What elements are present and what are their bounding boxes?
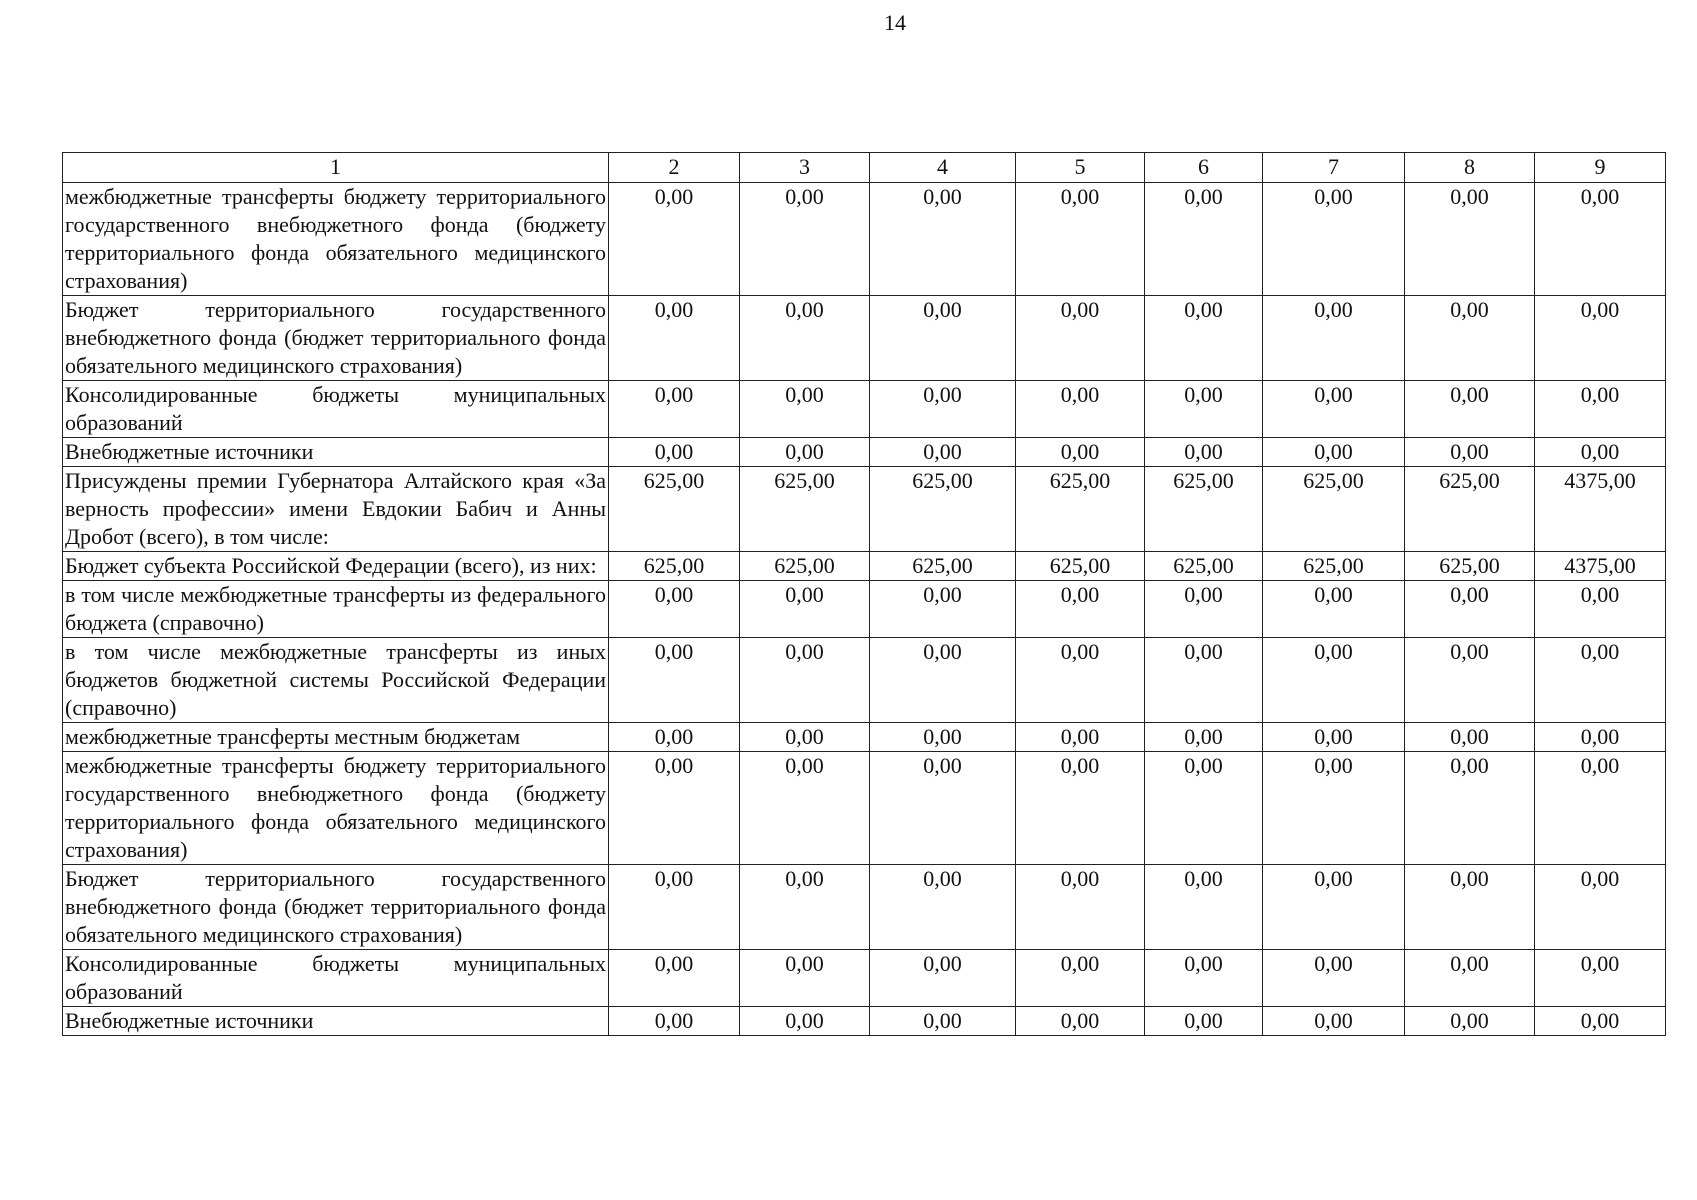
page-number: 14 xyxy=(884,10,906,35)
value-cell: 0,00 xyxy=(1263,865,1405,950)
value-cell: 0,00 xyxy=(609,381,740,438)
value-cell: 0,00 xyxy=(609,438,740,467)
value-cell: 0,00 xyxy=(1263,183,1405,296)
value-cell: 0,00 xyxy=(740,1007,870,1036)
value-cell: 0,00 xyxy=(1263,381,1405,438)
value-cell: 0,00 xyxy=(1016,865,1145,950)
table-row xyxy=(63,752,1666,865)
value-cell: 0,00 xyxy=(1405,438,1535,467)
value-cell: 0,00 xyxy=(1016,581,1145,638)
row-label: Бюджет территориального государственного внебюджетного фонда (бюджет территориального фонда обязательного медицинского страхования) xyxy=(63,865,609,950)
value-cell: 625,00 xyxy=(1263,467,1405,552)
value-cell: 0,00 xyxy=(1145,638,1263,723)
row-label: межбюджетные трансферты местным бюджетам xyxy=(63,723,609,752)
value-cell: 0,00 xyxy=(1405,752,1535,865)
table-body xyxy=(63,183,1666,1036)
value-cell: 0,00 xyxy=(1405,638,1535,723)
value-cell: 0,00 xyxy=(870,638,1016,723)
value-cell: 0,00 xyxy=(1405,723,1535,752)
table-row xyxy=(63,865,1666,950)
value-cell: 0,00 xyxy=(870,438,1016,467)
value-cell: 0,00 xyxy=(1263,638,1405,723)
table-row xyxy=(63,950,1666,1007)
column-header-8: 8 xyxy=(1405,153,1535,183)
value-cell: 0,00 xyxy=(609,296,740,381)
table-row xyxy=(63,581,1666,638)
row-label: Консолидированные бюджеты муниципальных образований xyxy=(63,950,609,1007)
value-cell: 0,00 xyxy=(1016,1007,1145,1036)
row-label: в том числе межбюджетные трансферты из федерального бюджета (справочно) xyxy=(63,581,609,638)
column-header-1: 1 xyxy=(63,153,609,183)
value-cell: 0,00 xyxy=(1145,581,1263,638)
row-label: межбюджетные трансферты бюджету территориального государственного внебюджетного фонда (бюджету территориального фонда обязательного медицинского страхования) xyxy=(63,752,609,865)
column-header-4: 4 xyxy=(870,153,1016,183)
table-header xyxy=(63,153,1666,183)
value-cell: 0,00 xyxy=(1145,865,1263,950)
value-cell: 0,00 xyxy=(609,1007,740,1036)
value-cell: 0,00 xyxy=(1535,581,1666,638)
value-cell: 4375,00 xyxy=(1535,467,1666,552)
table-row xyxy=(63,723,1666,752)
value-cell: 625,00 xyxy=(1145,467,1263,552)
value-cell: 0,00 xyxy=(740,865,870,950)
value-cell: 0,00 xyxy=(609,723,740,752)
value-cell: 0,00 xyxy=(1145,752,1263,865)
value-cell: 0,00 xyxy=(1145,438,1263,467)
value-cell: 0,00 xyxy=(870,381,1016,438)
value-cell: 0,00 xyxy=(1535,865,1666,950)
value-cell: 0,00 xyxy=(870,296,1016,381)
value-cell: 0,00 xyxy=(1535,638,1666,723)
value-cell: 625,00 xyxy=(1405,467,1535,552)
table-row xyxy=(63,552,1666,581)
value-cell: 0,00 xyxy=(740,183,870,296)
value-cell: 0,00 xyxy=(1263,438,1405,467)
value-cell: 625,00 xyxy=(609,467,740,552)
value-cell: 0,00 xyxy=(740,638,870,723)
value-cell: 0,00 xyxy=(1535,950,1666,1007)
column-header-6: 6 xyxy=(1145,153,1263,183)
value-cell: 0,00 xyxy=(1405,865,1535,950)
value-cell: 0,00 xyxy=(1016,183,1145,296)
column-header-5: 5 xyxy=(1016,153,1145,183)
value-cell: 0,00 xyxy=(1016,752,1145,865)
value-cell: 0,00 xyxy=(740,438,870,467)
row-label: межбюджетные трансферты бюджету территориального государственного внебюджетного фонда (бюджету территориального фонда обязательного медицинского страхования) xyxy=(63,183,609,296)
budget-table xyxy=(62,152,1666,1036)
value-cell: 625,00 xyxy=(870,467,1016,552)
row-label: Бюджет субъекта Российской Федерации (всего), из них: xyxy=(63,552,609,581)
table-row xyxy=(63,1007,1666,1036)
value-cell: 625,00 xyxy=(1263,552,1405,581)
value-cell: 0,00 xyxy=(1535,752,1666,865)
value-cell: 0,00 xyxy=(1263,296,1405,381)
value-cell: 0,00 xyxy=(1145,950,1263,1007)
value-cell: 0,00 xyxy=(1535,381,1666,438)
value-cell: 0,00 xyxy=(609,865,740,950)
header-row xyxy=(63,153,1666,183)
value-cell: 0,00 xyxy=(870,1007,1016,1036)
column-header-7: 7 xyxy=(1263,153,1405,183)
value-cell: 0,00 xyxy=(1405,581,1535,638)
value-cell: 0,00 xyxy=(1535,1007,1666,1036)
value-cell: 0,00 xyxy=(609,950,740,1007)
value-cell: 0,00 xyxy=(1535,723,1666,752)
value-cell: 625,00 xyxy=(1145,552,1263,581)
value-cell: 0,00 xyxy=(1016,296,1145,381)
value-cell: 4375,00 xyxy=(1535,552,1666,581)
value-cell: 0,00 xyxy=(1145,381,1263,438)
value-cell: 0,00 xyxy=(609,752,740,865)
value-cell: 0,00 xyxy=(1263,1007,1405,1036)
value-cell: 0,00 xyxy=(1145,296,1263,381)
value-cell: 0,00 xyxy=(1016,723,1145,752)
value-cell: 0,00 xyxy=(1535,296,1666,381)
value-cell: 625,00 xyxy=(609,552,740,581)
value-cell: 0,00 xyxy=(740,723,870,752)
value-cell: 0,00 xyxy=(1405,1007,1535,1036)
value-cell: 0,00 xyxy=(1405,950,1535,1007)
table-row xyxy=(63,381,1666,438)
value-cell: 0,00 xyxy=(1263,581,1405,638)
value-cell: 0,00 xyxy=(1405,296,1535,381)
value-cell: 625,00 xyxy=(1016,467,1145,552)
table-row xyxy=(63,638,1666,723)
value-cell: 0,00 xyxy=(740,752,870,865)
value-cell: 0,00 xyxy=(740,950,870,1007)
value-cell: 0,00 xyxy=(1016,638,1145,723)
table-row xyxy=(63,438,1666,467)
row-label: Внебюджетные источники xyxy=(63,1007,609,1036)
value-cell: 0,00 xyxy=(740,581,870,638)
table-row xyxy=(63,183,1666,296)
table-row xyxy=(63,296,1666,381)
value-cell: 0,00 xyxy=(1263,723,1405,752)
value-cell: 0,00 xyxy=(1016,438,1145,467)
value-cell: 0,00 xyxy=(1016,381,1145,438)
row-label: Присуждены премии Губернатора Алтайского края «За верность профессии» имени Евдокии Бабич и Анны Дробот (всего), в том числе: xyxy=(63,467,609,552)
column-header-3: 3 xyxy=(740,153,870,183)
table-row xyxy=(63,467,1666,552)
row-label: Консолидированные бюджеты муниципальных образований xyxy=(63,381,609,438)
value-cell: 0,00 xyxy=(1145,723,1263,752)
value-cell: 625,00 xyxy=(740,552,870,581)
value-cell: 0,00 xyxy=(1263,950,1405,1007)
row-label: Бюджет территориального государственного внебюджетного фонда (бюджет территориального фонда обязательного медицинского страхования) xyxy=(63,296,609,381)
row-label: Внебюджетные источники xyxy=(63,438,609,467)
value-cell: 0,00 xyxy=(740,296,870,381)
value-cell: 625,00 xyxy=(1405,552,1535,581)
column-header-9: 9 xyxy=(1535,153,1666,183)
value-cell: 0,00 xyxy=(1145,1007,1263,1036)
value-cell: 0,00 xyxy=(870,865,1016,950)
value-cell: 0,00 xyxy=(740,381,870,438)
value-cell: 0,00 xyxy=(870,581,1016,638)
value-cell: 0,00 xyxy=(1405,381,1535,438)
value-cell: 0,00 xyxy=(1535,438,1666,467)
value-cell: 0,00 xyxy=(1405,183,1535,296)
value-cell: 625,00 xyxy=(870,552,1016,581)
value-cell: 0,00 xyxy=(609,183,740,296)
value-cell: 0,00 xyxy=(870,183,1016,296)
row-label: в том числе межбюджетные трансферты из иных бюджетов бюджетной системы Российской Федерации (справочно) xyxy=(63,638,609,723)
value-cell: 0,00 xyxy=(870,752,1016,865)
value-cell: 0,00 xyxy=(1145,183,1263,296)
value-cell: 0,00 xyxy=(870,950,1016,1007)
value-cell: 0,00 xyxy=(609,581,740,638)
value-cell: 625,00 xyxy=(1016,552,1145,581)
column-header-2: 2 xyxy=(609,153,740,183)
value-cell: 0,00 xyxy=(1016,950,1145,1007)
value-cell: 0,00 xyxy=(609,638,740,723)
value-cell: 0,00 xyxy=(1263,752,1405,865)
value-cell: 0,00 xyxy=(870,723,1016,752)
value-cell: 625,00 xyxy=(740,467,870,552)
value-cell: 0,00 xyxy=(1535,183,1666,296)
